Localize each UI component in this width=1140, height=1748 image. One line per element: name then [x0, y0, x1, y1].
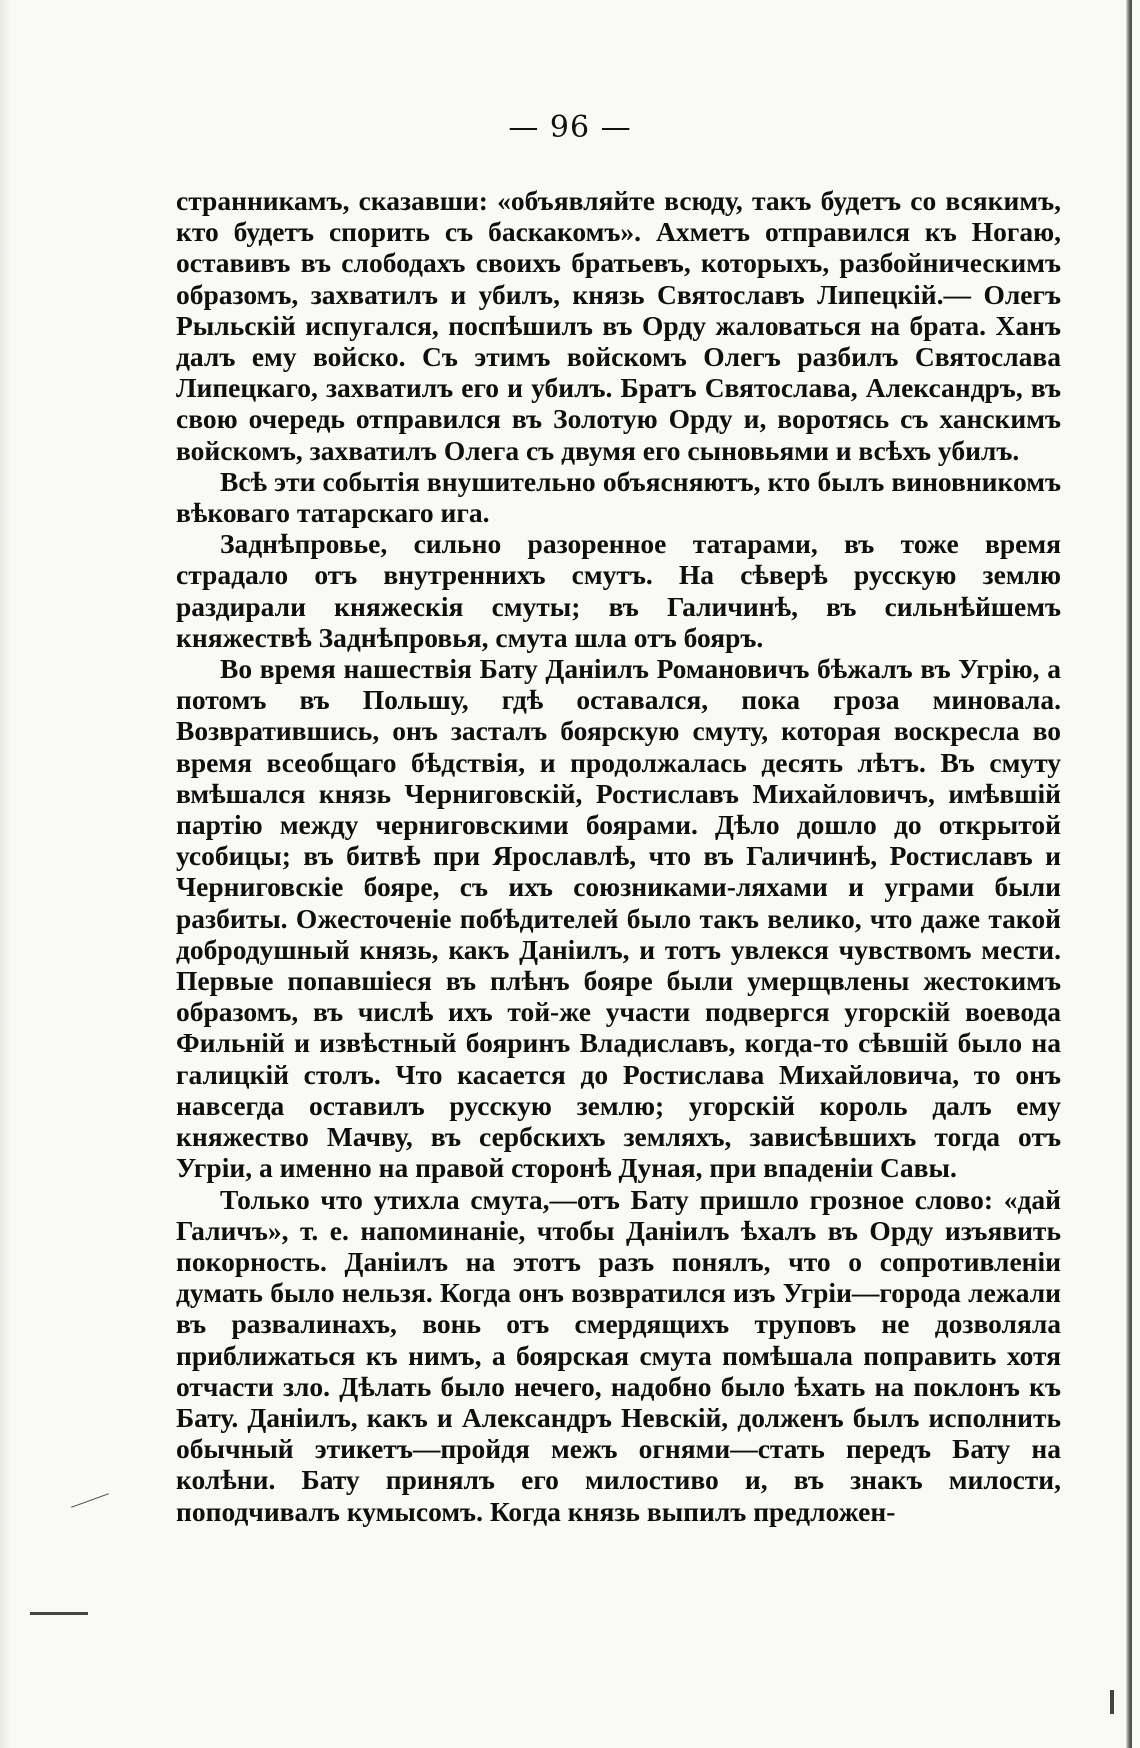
paragraph-2: Всѣ эти событія внушительно объясняютъ, кто былъ виновникомъ вѣковаго татарскаго ига. — [176, 465, 1061, 529]
scan-speck — [1110, 1690, 1114, 1714]
paragraph-3: Заднѣпровье, сильно разоренное татарами, въ тоже время страдало отъ внутреннихъ смутъ. На сѣверѣ русскую землю раздирали княжескія смуты; въ Галичинѣ, въ сильнѣйшемъ княжествѣ Заднѣпровья, смута шла отъ бояръ. — [176, 528, 1061, 653]
page-body-text — [176, 185, 1061, 1527]
page-right-edge-shadow — [1126, 0, 1132, 1748]
paragraph-4: Во время нашествія Бату Даніилъ Романовичъ бѣжалъ въ Угрію, а потомъ въ Польшу, гдѣ оставался, пока гроза миновала. Возвратившись, онъ засталъ боярскую смуту, которая воскресла во время всеобщаго бѣдствія, и продолжалась десять лѣтъ. Въ смуту вмѣшался князь Черниговскій, Ростиславъ Михайловичъ, имѣвшій партію между черниговскими боярами. Дѣло дошло до открытой усобицы; въ битвѣ при Ярославлѣ, что въ Галичинѣ, Ростиславъ и Черниговскіе бояре, съ ихъ союзниками-ляхами и уграми были разбиты. Ожесточеніе побѣдителей было такъ велико, что даже такой добродушный князь, какъ Даніилъ, и тотъ увлекся чувствомъ мести. Первые попавшіеся въ плѣнъ бояре были умерщвлены жестокимъ образомъ, въ числѣ ихъ той-же участи подвергся угорскій воевода Фильній и извѣстный бояринъ Владиславъ, когда-то сѣвшій было на галицкій столъ. Что касается до Ростислава Михайловича, то онъ навсегда оставилъ русскую землю; угорскій король далъ ему княжество Мачву, въ сербскихъ земляхъ, зависѣвшихъ тогда отъ Угріи, а именно на правой сторонѣ Дуная, при впаденіи Савы. — [176, 653, 1061, 1184]
paragraph-5: Только что утихла смута,—отъ Бату пришло грозное слово: «дай Галичъ», т. е. напоминаніе, чтобы Даніилъ ѣхалъ въ Орду изъявить покорность. Даніилъ на этотъ разъ понялъ, что о сопротивленіи думать было нельзя. Когда онъ возвратился изъ Угріи—города лежали въ развалинахъ, вонь отъ смердящихъ труповъ не дозволяла приближаться къ нимъ, а боярская смута помѣшала поправить хотя отчасти зло. Дѣлать было нечего, надобно было ѣхать на поклонъ къ Бату. Даніилъ, какъ и Александръ Невскій, долженъ былъ исполнить обычный этикетъ—пройдя межъ огнями—стать передъ Бату на колѣни. Бату принялъ его милостиво и, въ знакъ милости, поподчивалъ кумысомъ. Когда князь выпилъ предложен- — [176, 1183, 1061, 1527]
page-number: — 96 — — [508, 110, 632, 145]
paragraph-1: странникамъ, сказавши: «объявляйте всюду, такъ будетъ со всякимъ, кто будетъ спорить съ баскакомъ». Ахметъ отправился къ Ногаю, оставивъ въ слободахъ своихъ братьевъ, которыхъ, разбойническимъ образомъ, захватилъ и убилъ, князь Святославъ Липецкій.— Олегъ Рыльскій испугался, поспѣшилъ въ Орду жаловаться на брата. Ханъ далъ ему войско. Съ этимъ войскомъ Олегъ разбилъ Святослава Липецкаго, захватилъ его и убилъ. Братъ Святослава, Александръ, въ свою очередь отправился въ Золотую Орду и, воротясь съ ханскимъ войскомъ, захватилъ Олега съ двумя его сыновьями и всѣхъ убилъ. — [176, 185, 1061, 466]
scan-speck — [30, 1612, 88, 1615]
scan-speck — [71, 1493, 109, 1508]
page-left-edge-shadow — [0, 0, 10, 1748]
